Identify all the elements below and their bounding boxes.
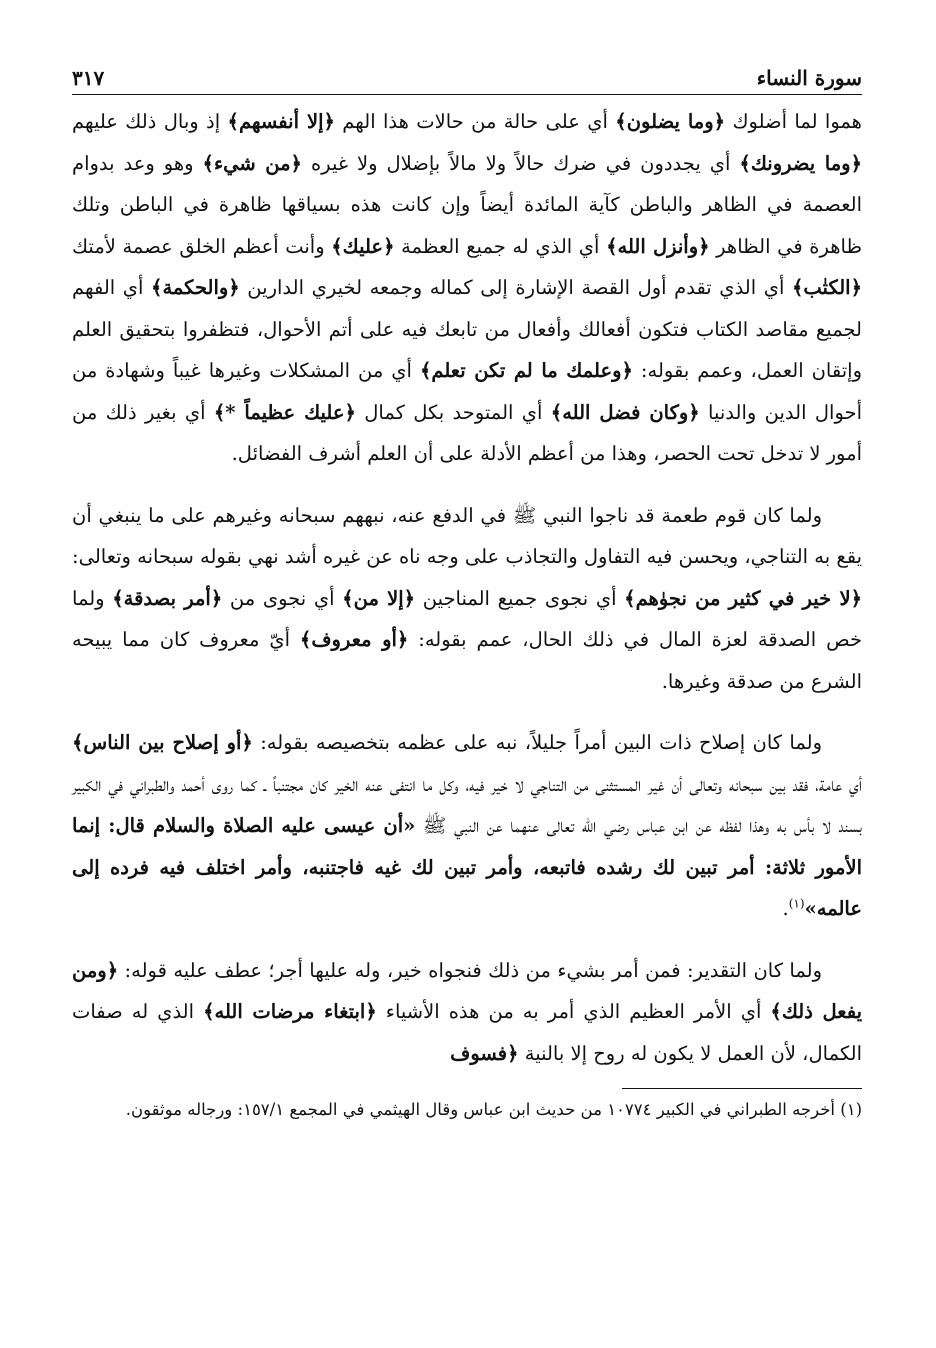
page-body xyxy=(72,101,862,1125)
quran-quote: ﴿عليك﴾ xyxy=(331,234,395,258)
text-run: أي بغير ذلك من أمور لا تدخل تحت الحصر، وهذا من أعظم الأدلة على أن العلم أشرف الفضائل. xyxy=(72,400,862,465)
quran-quote: ﴿أو معروف﴾ xyxy=(299,628,409,651)
quran-quote: ﴿وما يضلون﴾ xyxy=(615,110,726,133)
text-run: هموا لما أضلوك xyxy=(725,110,862,133)
text-run: أيّ معروف كان مما يبيحه الشرع من صدقة وغيرها. xyxy=(72,628,862,693)
quran-quote: ﴿وأنزل الله﴾ xyxy=(606,234,710,258)
paragraph-4 xyxy=(72,950,862,1075)
text-run: أي الأمر العظيم الذي أمر به من هذه الأشياء xyxy=(376,1000,771,1023)
quran-quote: ﴿ومن يفعل ذلك﴾ xyxy=(72,958,862,1023)
text-run: وهو وعد بدوام العصمة في الظاهر والباطن كآية المائدة أيضاً وإن كانت هذه بسياقها ظاهرة في الباطن وتلك ظاهرة في الظاهر xyxy=(72,151,862,258)
paragraph-3 xyxy=(72,722,862,930)
text-run: أي على حالة من حالات هذا الهم xyxy=(334,110,616,133)
quran-quote: ﴿وما يضرونك﴾ xyxy=(739,151,862,175)
text-run: ولما كان التقدير: فمن أمر بشيء من ذلك فنجواه خير، وله عليها أجر؛ عطف عليه قوله: xyxy=(118,958,822,982)
text-run: أي من المشكلات وغيرها غيباً وشهادة من أحوال الدين والدنيا xyxy=(72,359,862,424)
quran-quote: ﴿أمر بصدقة﴾ xyxy=(112,586,223,610)
footnote-divider xyxy=(622,1088,862,1089)
text-run: أي نجوى من xyxy=(222,586,343,610)
text-run: ولما كان إصلاح ذات البين أمراً جليلاً، نبه على عظمه بتخصيصه بقوله: xyxy=(252,731,822,754)
quran-quote: ﴿عليك عظيماً *﴾ xyxy=(213,400,356,424)
text-run: . xyxy=(782,897,789,920)
paragraph-2 xyxy=(72,495,862,703)
text-run: أي الذي تقدم أول القصة الإشارة إلى كماله وجمعه لخيري الدارين xyxy=(239,276,792,299)
page-number: ٣١٧ xyxy=(72,66,105,90)
quran-quote: ﴿إلا من﴾ xyxy=(342,586,416,610)
text-run: أي الفهم لجميع مقاصد الكتاب فتكون أفعالك وأفعال من تابعك فيه على أتم الأحوال، فتظفروا بتحقيق العلم وإتقان العمل، وعمم بقوله: xyxy=(72,276,863,382)
text-run: أي المتوحد بكل كمال xyxy=(355,400,551,424)
text-run: أي الذي له جميع العظمة xyxy=(394,234,607,258)
footnote: (١) أخرجه الطبراني في الكبير ١٠٧٧٤ من حديث ابن عباس وقال الهيثمي في المجمع ١٥٧/١: ورجاله موثقون. xyxy=(125,1100,862,1119)
paragraph-1 xyxy=(72,101,862,475)
surah-title: سورة النساء xyxy=(756,66,862,90)
quran-quote: ﴿من شيء﴾ xyxy=(202,151,302,175)
page-header xyxy=(72,60,862,95)
document-page xyxy=(72,60,862,1320)
quran-quote: ﴿وكان فضل الله﴾ xyxy=(550,400,700,424)
text-run: وأنت أعظم الخلق عصمة لأمتك xyxy=(72,234,332,258)
text-run: أي عامة، فقد بين سبحانه وتعالى أن غير المستثنى من التناجي لا خير فيه، وكل ما انتفى عنه الخير كان مجتنباً ـ كما روى أحمد والطبراني في الكبير بسند لا بأس به وهذا لفظه عن ابن عباس رضي الله تعالى عنهما عن النبي ﷺ xyxy=(72,772,862,837)
quran-quote: ﴿فسوف xyxy=(450,1041,519,1065)
quran-quote: ﴿إلا أنفسهم﴾ xyxy=(227,110,335,133)
text-run: ولما كان قوم طعمة قد ناجوا النبي ﷺ في الدفع عنه، نبههم سبحانه وغيرهم على ما ينبغي أن يقع به التناجي، ويحسن فيه التفاول والتجاذب على وجه ناه عن غيره أشد نهي بقوله سبحانه وتعالى: xyxy=(72,503,862,568)
quran-quote: ﴿وعلمك ما لم تكن تعلم﴾ xyxy=(419,359,633,382)
text-run: ولما خص الصدقة لعزة المال في ذلك الحال، عمم بقوله: xyxy=(72,586,863,651)
quran-quote: ﴿والحكمة﴾ xyxy=(151,276,240,299)
quran-quote: ﴿أو إصلاح بين الناس﴾ xyxy=(72,731,253,754)
quran-quote: ﴿لا خير في كثير من نجوٰهم﴾ xyxy=(624,586,863,610)
quran-quote: «أن عيسى عليه الصلاة والسلام قال: إنما الأمور ثلاثة: أمر تبين لك رشده فاتبعه، وأمر تبين لك غيه فاجتنبه، وأمر اختلف فيه فرده إلى عالمه» xyxy=(72,814,862,920)
text-run: الذي له صفات الكمال، لأن العمل لا يكون له روح إلا بالنية xyxy=(72,1000,862,1065)
quran-quote: ﴿ابتغاء مرضات الله﴾ xyxy=(203,1000,377,1023)
quran-quote: ﴿الكتٰب﴾ xyxy=(791,276,862,299)
footnote-marker: (١) xyxy=(788,896,805,911)
text-run: أي نجوى جميع المناجين xyxy=(415,586,625,610)
text-run: أي يجددون في ضرك حالاً ولا مالاً بإضلال ولا غيره xyxy=(302,151,740,175)
text-run: إذ وبال ذلك عليهم xyxy=(72,110,228,133)
